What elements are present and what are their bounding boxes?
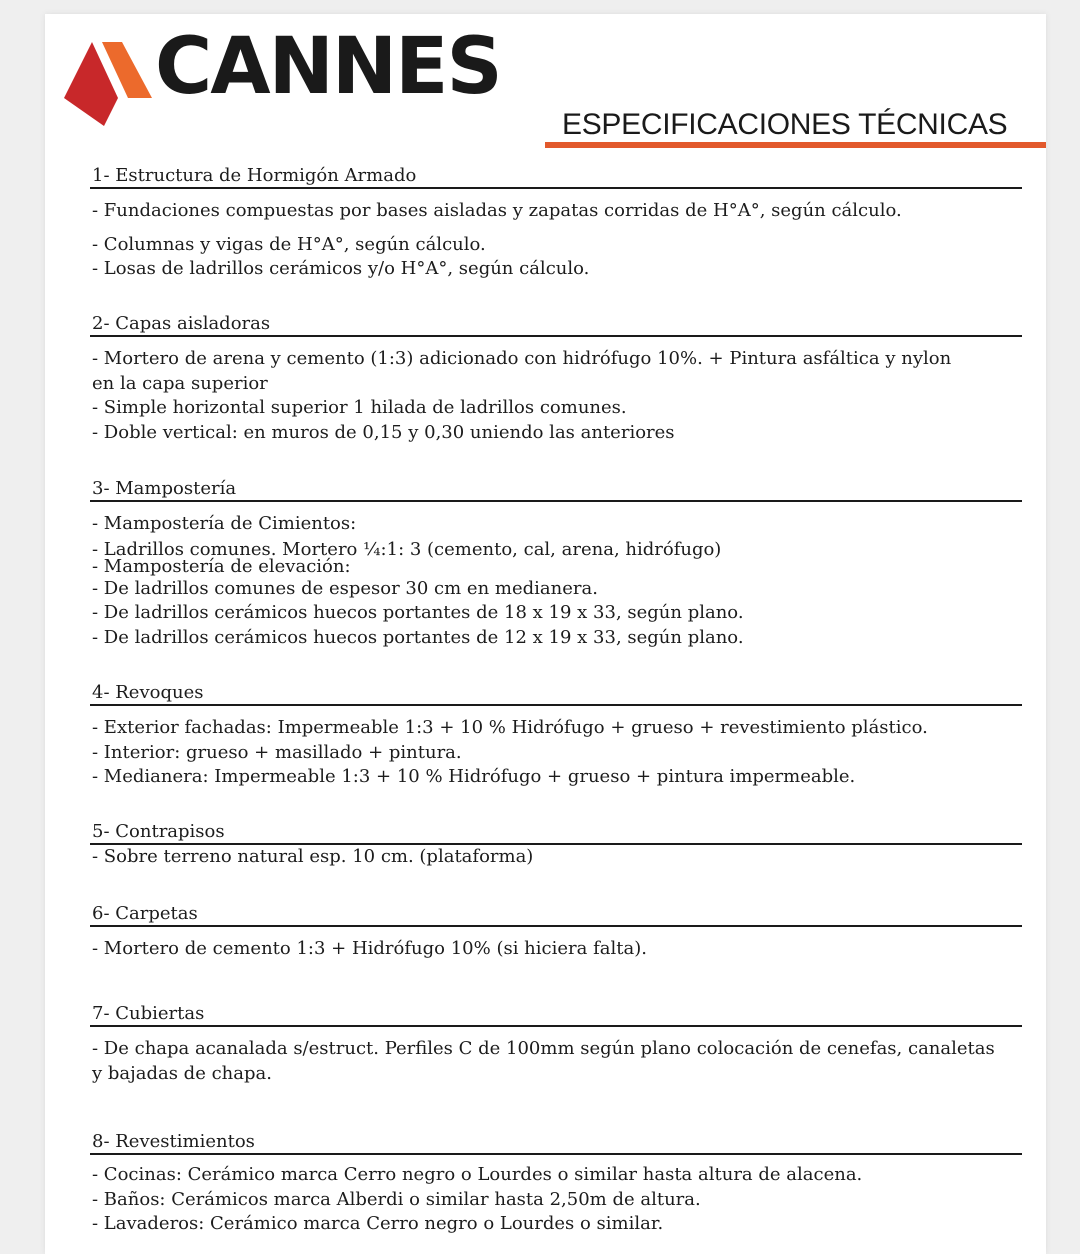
spec-line: - De ladrillos cerámicos huecos portantes de 12 x 19 x 33, según plano.	[92, 626, 744, 648]
spec-line: - Losas de ladrillos cerámicos y/o H°A°, según cálculo.	[92, 258, 590, 279]
section-capas-aisladoras	[90, 313, 1022, 445]
spec-line: - Simple horizontal superior 1 hilada de ladrillos comunes.	[92, 397, 627, 418]
section-title: 6- Carpetas	[90, 903, 1022, 927]
document-title: ESPECIFICACIONES TÉCNICAS	[562, 108, 1008, 141]
section-carpetas	[90, 903, 1022, 962]
spec-line: - Columnas y vigas de H°A°, según cálculo.	[92, 233, 486, 255]
section-cubiertas	[90, 1003, 1022, 1086]
section-title: 1- Estructura de Hormigón Armado	[90, 165, 1022, 189]
spec-line: - Cocinas: Cerámico marca Cerro negro o Lourdes o similar hasta altura de alacena.	[92, 1164, 863, 1185]
section-title: 8- Revestimientos	[90, 1131, 1022, 1155]
spec-line: - De chapa acanalada s/estruct. Perfiles C de 100mm según plano colocación de cenefas, canaletas	[92, 1038, 995, 1059]
brand-name: CANNES	[155, 22, 501, 112]
spec-line: y bajadas de chapa.	[92, 1062, 272, 1084]
spec-line: - Lavaderos: Cerámico marca Cerro negro o Lourdes o similar.	[92, 1213, 664, 1234]
spec-line: - Fundaciones compuestas por bases aisladas y zapatas corridas de H°A°, según cálculo.	[92, 200, 902, 221]
section-title: 4- Revoques	[90, 682, 1022, 706]
section-contrapisos	[90, 821, 1022, 870]
spec-line: - Mortero de cemento 1:3 + Hidrófugo 10% (si hiciera falta).	[92, 938, 647, 959]
spec-line: - Mampostería de elevación:	[92, 555, 351, 577]
spec-line: - Medianera: Impermeable 1:3 + 10 % Hidrófugo + grueso + pintura impermeable.	[92, 766, 856, 787]
spec-line: - De ladrillos cerámicos huecos portantes de 18 x 19 x 33, según plano.	[92, 602, 744, 623]
spec-line: - Ladrillos comunes. Mortero ¼:1: 3 (cemento, cal, arena, hidrófugo)	[92, 538, 722, 560]
spec-line: - Doble vertical: en muros de 0,15 y 0,30 uniendo las anteriores	[92, 421, 675, 443]
spec-line: - Mampostería de Cimientos:	[92, 513, 357, 534]
spec-line: - Baños: Cerámicos marca Alberdi o similar hasta 2,50m de altura.	[92, 1188, 701, 1210]
section-title: 5- Contrapisos	[90, 821, 1022, 845]
section-estructura	[90, 165, 1022, 282]
section-revestimientos	[90, 1131, 1022, 1237]
spec-line: en la capa superior	[92, 372, 268, 394]
title-underline	[545, 142, 1046, 148]
spec-line: - De ladrillos comunes de espesor 30 cm en medianera.	[92, 577, 598, 599]
cannes-logo-icon	[64, 30, 156, 126]
section-title: 7- Cubiertas	[90, 1003, 1022, 1027]
spec-line: - Exterior fachadas: Impermeable 1:3 + 10 % Hidrófugo + grueso + revestimiento plástico.	[92, 717, 928, 738]
spec-line: - Sobre terreno natural esp. 10 cm. (plataforma)	[92, 846, 534, 867]
spec-line: - Mortero de arena y cemento (1:3) adicionado con hidrófugo 10%. + Pintura asfáltica y nylon	[92, 348, 952, 369]
spec-line: - Interior: grueso + masillado + pintura.	[92, 741, 462, 763]
section-revoques	[90, 682, 1022, 790]
section-title: 3- Mampostería	[90, 478, 1022, 502]
section-mamposteria	[90, 478, 1022, 650]
section-title: 2- Capas aisladoras	[90, 313, 1022, 337]
